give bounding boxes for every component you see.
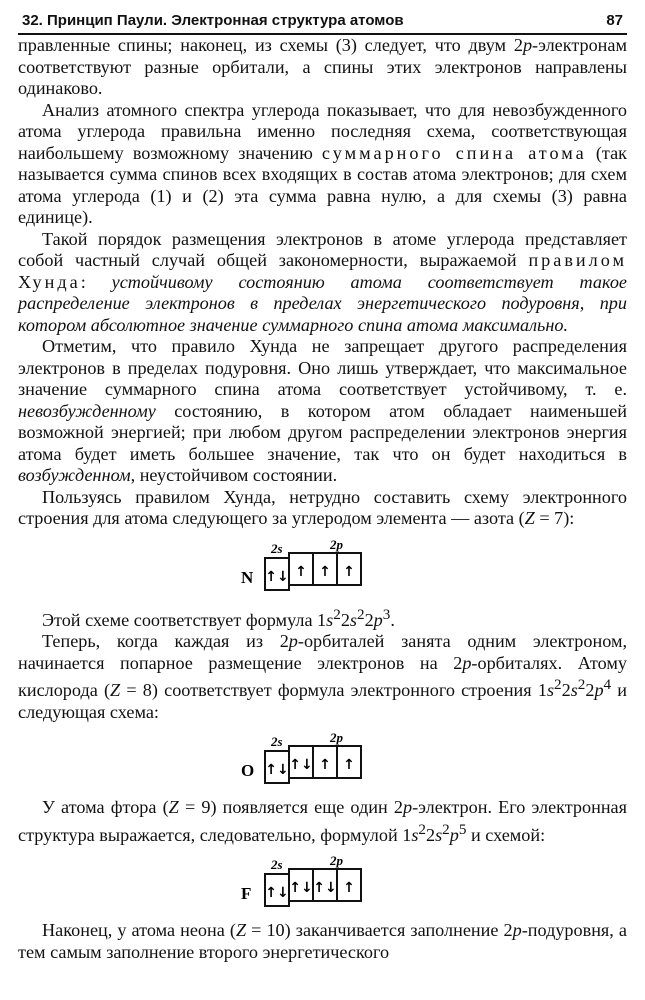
text-run: Z <box>110 680 121 701</box>
text-run: = 10) заканчивается заполнение 2 <box>246 920 513 941</box>
element-symbol: N <box>240 567 253 587</box>
sublevel-label-2s: 2s <box>270 857 283 873</box>
text-run: -электрон. Его электронная структура выражается, следовательно, формулой 1 <box>18 797 627 845</box>
electron-spin-arrows: ↑ <box>294 563 307 580</box>
text-run: (так называется сумма спинов всех входящих в состав атома электронов; для схем атома углерода (1) и (2) эта сумма равна нулю, а для схемы (3) равна единице). <box>18 142 628 227</box>
text-run: Такой порядок размещения электронов в атоме углерода представляет собой частный случай общей закономерности, выражаемой <box>18 228 627 270</box>
electron-spin-arrows: ↑↓ <box>264 762 289 779</box>
text-run: Z <box>168 797 179 818</box>
formula-part: p <box>373 609 383 630</box>
text-run: Теперь, когда каждая из 2 <box>42 631 289 652</box>
formula-part: 2 <box>585 680 595 701</box>
text-run: , неустойчивом состоянии. <box>130 465 338 485</box>
text-run: p <box>462 652 472 673</box>
formula-exponent: 2 <box>333 605 341 623</box>
electron-spin-arrows: ↑ <box>342 757 355 774</box>
formula-part: s <box>570 680 578 701</box>
paragraph-3 <box>18 229 627 337</box>
electron-spin-arrows: ↑↓ <box>264 568 289 585</box>
sublevel-label-2s: 2s <box>270 734 283 750</box>
running-header <box>18 10 627 35</box>
sublevel-label-2p: 2p <box>329 853 343 869</box>
sublevel-label-2p: 2p <box>329 730 343 746</box>
electron-spin-arrows: ↑ <box>318 757 331 774</box>
electron-spin-arrows: ↑↓ <box>288 880 313 897</box>
spaced-term: правилом Хунда <box>18 250 627 292</box>
electron-spin-arrows: ↑↓ <box>264 885 289 902</box>
electron-spin-arrows: ↑ <box>342 880 355 897</box>
hund-rule-statement: устойчивому состоянию атома соответствует такое распределение электронов в пределах энергетического подуровня, при котором абсолютное значение суммарного спина атома максимально. <box>18 271 627 335</box>
formula-part: s <box>411 824 419 845</box>
text-run: Отметим, что правило Хунда не запрещает другого распределения электронов в пределах подуровня. Оно лишь утверждает, что максимальное значение суммарного спина атома соответствует устойчивому, т. е. <box>18 336 627 399</box>
orbital-diagram-nitrogen <box>18 536 627 598</box>
italic-term: возбужденном <box>18 465 131 485</box>
page-number: 87 <box>606 12 623 29</box>
formula-part: 2 <box>425 824 436 845</box>
text-run: правленные спины; наконец, из схемы (3) следует, что двум 2 <box>18 35 523 55</box>
orbital-diagram-oxygen <box>18 729 627 791</box>
orbital-diagram-f-svg <box>223 852 423 914</box>
text-run: = 8) соответствует формула электронного строения 1 <box>120 680 547 701</box>
text-run: = 7): <box>534 508 575 528</box>
paragraph-4 <box>18 336 627 487</box>
paragraph-1 <box>18 35 627 100</box>
text-run: и следующая схема: <box>18 680 628 722</box>
orbital-diagram-o-svg <box>223 729 423 791</box>
orbital-diagram-n-svg <box>223 536 423 598</box>
italic-term: невозбужденному <box>18 400 156 421</box>
formula-exponent: 2 <box>577 676 586 694</box>
electron-spin-arrows: ↑ <box>318 563 331 580</box>
element-symbol: F <box>240 884 251 904</box>
text-run: Z <box>235 920 247 941</box>
electron-spin-arrows: ↑ <box>342 563 355 580</box>
formula-exponent: 2 <box>554 676 562 694</box>
text-run: состоянию, в котором атом обладает наименьшей возможной энергией; при любом другом распределении электронов энергия атома будет иметь большее значение, так что он будет находиться в <box>18 400 627 464</box>
formula-part: s <box>546 680 555 701</box>
formula-part: 2 <box>561 680 571 701</box>
text-run: p <box>512 920 522 941</box>
text-run: = 9) появляется еще один 2 <box>178 797 403 818</box>
text-run: -орбиталях. Атому кислорода ( <box>18 652 627 701</box>
formula-exponent: 5 <box>458 820 467 838</box>
formula-part: s <box>326 609 334 630</box>
text-run: p <box>522 35 533 55</box>
formula-exponent: 3 <box>382 605 391 623</box>
orbital-diagram-fluorine <box>18 852 627 914</box>
text-run: p <box>288 631 298 652</box>
text-run: . <box>390 609 395 630</box>
text-run: p <box>402 797 413 818</box>
text-run: -подуровня, а тем самым заполнение второго энергетического <box>18 920 627 962</box>
formula-part: 2 <box>340 609 350 630</box>
sublevel-label-2s: 2s <box>270 540 283 556</box>
formula-exponent: 4 <box>603 676 612 694</box>
text-run: -орбиталей занята одним электроном, начинается попарное размещение электронов на 2 <box>18 631 627 673</box>
formula-exponent: 2 <box>418 820 426 838</box>
formula-part: p <box>449 824 459 845</box>
text-run: Наконец, у атома неона ( <box>42 920 236 941</box>
text-run: Z <box>524 508 535 528</box>
paragraph-9 <box>18 920 627 963</box>
electron-spin-arrows: ↑↓ <box>312 880 337 897</box>
paragraph-5 <box>18 487 627 530</box>
text-run: У атома фтора ( <box>42 797 169 818</box>
formula-exponent: 2 <box>356 605 365 623</box>
text-run: Этой схеме соответствует формула 1 <box>42 609 327 630</box>
formula-part: p <box>594 680 604 701</box>
formula-exponent: 2 <box>442 820 450 838</box>
text-run: Пользуясь правилом Хунда, нетрудно составить схему электронного строения для атома следующего за углеродом элемента — азота ( <box>18 486 627 528</box>
sublevel-label-2p: 2p <box>329 536 343 552</box>
formula-part: s <box>435 824 443 845</box>
electron-spin-arrows: ↑↓ <box>288 757 313 774</box>
element-symbol: O <box>240 761 254 781</box>
text-run: и схемой: <box>466 824 546 845</box>
formula-part: s <box>349 609 357 630</box>
text-run: Анализ атомного спектра углерода показывает, что для невозбужденного атома углерода правильна именно последняя схема, соответствующая наибольшему возможному значению <box>18 99 627 163</box>
paragraph-8 <box>18 797 627 846</box>
spaced-term: суммарного спина атома <box>321 142 587 163</box>
paragraph-6 <box>18 604 627 632</box>
paragraph-7 <box>18 631 627 723</box>
formula-part: 2 <box>364 609 374 630</box>
text-run: : <box>80 271 112 292</box>
running-header-title: 32. Принцип Паули. Электронная структура атомов <box>22 12 404 29</box>
text-run: -электронам соответствуют разные орбитали, а спины этих электронов направлены одинаково. <box>18 35 627 98</box>
paragraph-2 <box>18 100 627 229</box>
